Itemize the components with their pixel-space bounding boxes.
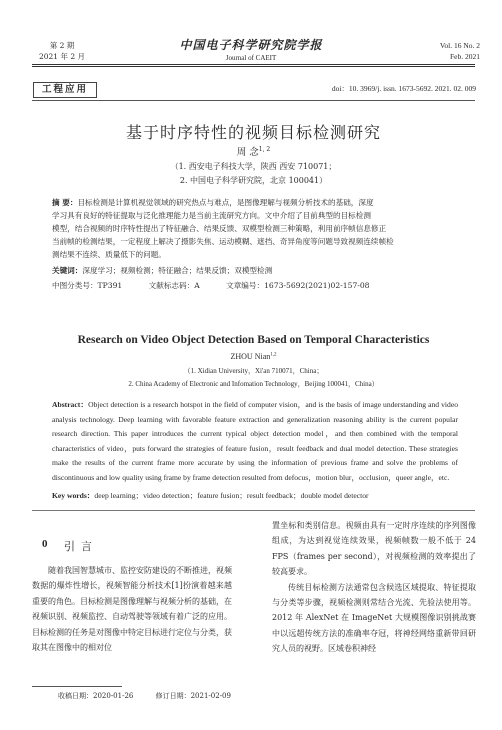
abstract-cn-line: 学习具有良好的特征提取与泛化推理能力是当前主流研究方向。文中介绍了目前典型的目标检测	[52, 211, 371, 220]
keywords-cn-text: 深度学习；视频检测；特征融合；结果反馈；双模型检测	[82, 266, 273, 275]
section-title: 引言	[64, 540, 98, 553]
volume-number: Vol. 16 No. 2	[439, 41, 480, 50]
author-en	[32, 352, 475, 361]
section-number: 0	[42, 538, 48, 550]
classification-row	[52, 280, 458, 291]
body-column-left	[32, 563, 232, 655]
header-rule-thin	[32, 66, 475, 67]
journal-masthead	[160, 36, 342, 62]
body-paragraph: 传统目标检测方法通常包含候选区域提取、特征提取与分类等步骤，视频检测则常结合光流、先验法使用等。2012 年 AlexNet 在 ImageNet 大规模图像识别挑战赛中以远超传统方法的准确率夺冠，将神经网络重新带回研究人员的视野。区域卷积神经	[272, 582, 476, 654]
paper-title-en: Research on Video Object Detection Based on Temporal Characteristics	[77, 334, 430, 346]
divider	[32, 100, 475, 101]
affiliation-en-1: （1. Xidian University，Xi'an 710071，China；	[183, 367, 324, 375]
abstract-en-label: Abstract：	[52, 400, 89, 409]
author-en-affiliation-mark: 1,2	[270, 352, 277, 358]
doi[interactable]: doi：10. 3969/j. issn. 1673-5692. 2021. 02. 009	[331, 84, 476, 93]
abstract-cn-line: 模型，结合视频的时序特性提出了特征融合、结果反馈、双模型检测三种策略，利用前序帧信息修正	[52, 224, 387, 233]
author-name-cn: 周 念	[236, 147, 259, 158]
body-column-right	[272, 518, 476, 657]
author-cn	[32, 144, 475, 158]
footnote-rule	[32, 686, 122, 687]
affiliation-cn-2: 2. 中国电子科学研究院，北京 100041）	[179, 176, 328, 185]
abstract-cn-line: 测结果不连续、质量低下的问题。	[52, 250, 166, 259]
journal-title-en: Journal of CAEIT	[225, 54, 277, 62]
received-date: 收稿日期：2020-01-26	[58, 692, 134, 700]
journal-title-cn: 中国电子科学研究院学报	[179, 38, 323, 52]
keywords-en	[52, 490, 458, 501]
volume-date: Feb. 2021	[450, 52, 480, 61]
header-rule	[32, 64, 475, 65]
body-paragraph: 随着我国智慧城市、监控安防建设的不断推进，视频数据的爆炸性增长，视频智能分析技术[1]扮演着越来越重要的角色。目标检测是图像理解与视频分析的基础，在视频识别、视频监控、自动驾驶等领域有着广泛的应用。目标检测的任务是对图像中特定目标进行定位与分类，获取其在图像中的相对位	[32, 566, 232, 653]
affiliation-cn-1: （1. 西安电子科技大学，陕西 西安 710071；	[170, 162, 337, 171]
paper-title-cn: 基于时序特性的视频目标检测研究	[125, 123, 381, 142]
body-paragraph: 置坐标和类别信息。视频由具有一定时序连续的序列图像组成，为达到视觉连续效果，视频帧数一般不低于 24 FPS（frames per second），对视频检测的效率提出了较高要求。	[272, 521, 476, 577]
keywords-en-text: deep learning；video detection；feature fusion；result feedback；double model detector	[94, 491, 369, 500]
keywords-en-label: Key words：	[52, 491, 95, 500]
volume-info	[380, 40, 480, 62]
author-affiliation-mark: 1, 2	[258, 145, 271, 153]
abstract-cn-label: 摘 要：	[52, 198, 78, 207]
document-code: 文献标志码：A	[148, 281, 200, 290]
keywords-cn	[52, 265, 458, 277]
issue-date: 2021 年 2 月	[38, 52, 85, 61]
abstract-cn-line: 当前帧的检测结果，一定程度上解决了摄影失焦、运动模糊、遮挡、奇异角度等问题导致视频连续帧检	[52, 237, 394, 246]
abstract-cn	[52, 196, 458, 261]
clc-number: 中图分类号：TP391	[52, 281, 123, 290]
divider	[32, 510, 475, 511]
article-number: 文章编号：1673-5692(2021)02-157-08	[226, 281, 370, 290]
keywords-cn-label: 关键词：	[52, 266, 83, 275]
footnote-dates	[58, 691, 251, 701]
abstract-en-text: Object detection is a research hotspot in the field of computer vision，and is the basis of image understanding and video analysis technology. Deep learning with favorable feature extraction and generalization reasoning ability is the current popular research direction. This paper introduces the current typical object detection model，and then combined with the temporal characteristics of video，puts forward the strategies of feature fusion，result feedback and dual model detection. These strategies make the results of the current frame more accurate by using the information of previous frame and solve the problems of discontinuous and low quality using frame by frame detection resulted from defocus，motion blur，occlusion，queer angle，etc.	[52, 400, 458, 482]
revised-date: 修订日期：2021-02-09	[155, 692, 231, 700]
affiliation-en-2: 2. China Academy of Electronic and Infomation Technology，Beijing 100041，China）	[128, 380, 379, 388]
section-badge: 工程应用	[33, 82, 97, 98]
abstract-en	[52, 398, 458, 486]
author-name-en: ZHOU Nian	[230, 352, 271, 361]
issue-number: 第 2 期	[49, 41, 75, 50]
issue-info	[32, 40, 92, 62]
abstract-cn-line: 目标检测是计算机视觉领域的研究热点与难点，是图像理解与视频分析技术的基础，深度	[77, 198, 374, 207]
